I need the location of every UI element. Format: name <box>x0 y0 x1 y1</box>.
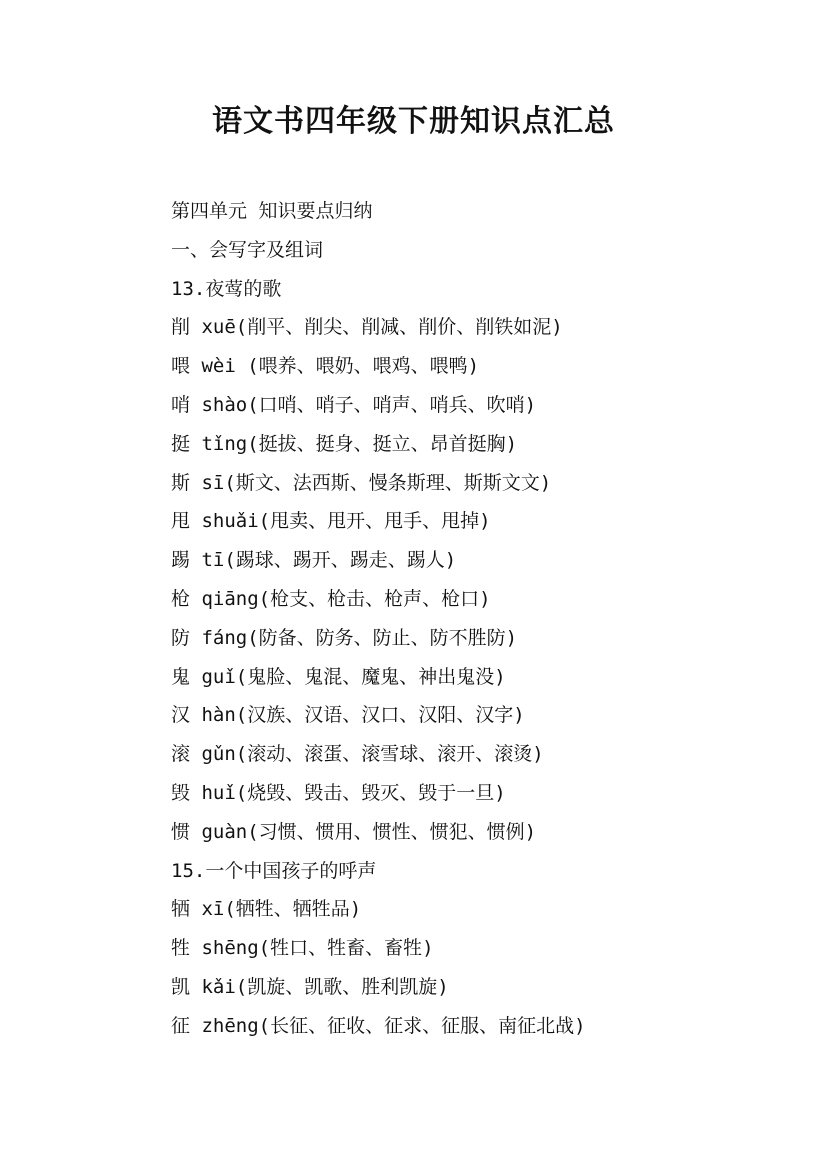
vocab-entry: 防 fáng(防备、防务、防止、防不胜防) <box>171 626 518 649</box>
lesson-heading: 15.一个中国孩子的呼声 <box>171 859 377 882</box>
vocab-entry: 牺 xī(牺牲、牺牲品) <box>171 898 362 921</box>
vocab-entry: 踢 tī(踢球、踢开、踢走、踢人) <box>171 549 457 572</box>
document-title: 语文书四年级下册知识点汇总 <box>212 104 615 139</box>
vocab-entry: 牲 shēng(牲口、牲畜、畜牲) <box>171 937 434 960</box>
vocab-entry: 惯 guàn(习惯、惯用、惯性、惯犯、惯例) <box>171 820 537 843</box>
vocab-entry: 挺 tǐng(挺拔、挺身、挺立、昂首挺胸) <box>171 432 518 455</box>
vocab-entry: 滚 gǔn(滚动、滚蛋、滚雪球、滚开、滚烫) <box>171 743 544 766</box>
vocab-entry: 汉 hàn(汉族、汉语、汉口、汉阳、汉字) <box>171 704 525 727</box>
section-heading: 第四单元 知识要点归纳 <box>171 200 373 222</box>
vocab-entry: 鬼 guǐ(鬼脸、鬼混、魔鬼、神出鬼没) <box>171 665 506 688</box>
vocab-entry: 甩 shuǎi(甩卖、甩开、甩手、甩掉) <box>171 510 491 533</box>
vocab-entry: 征 zhēng(长征、征收、征求、征服、南征北战) <box>171 1014 586 1037</box>
vocab-entry: 斯 sī(斯文、法西斯、慢条斯理、斯斯文文) <box>171 471 552 494</box>
subsection-heading: 一、会写字及组词 <box>171 238 324 261</box>
vocab-entry: 削 xuē(削平、削尖、削减、削价、削铁如泥) <box>171 316 563 339</box>
vocab-entry: 毁 huǐ(烧毁、毁击、毁灭、毁于一旦) <box>171 781 506 804</box>
vocab-entry: 凯 kǎi(凯旋、凯歌、胜利凯旋) <box>171 975 449 998</box>
vocab-entry: 枪 qiāng(枪支、枪击、枪声、枪口) <box>171 587 491 610</box>
lesson-heading: 13.夜莺的歌 <box>171 277 282 300</box>
vocab-entry: 喂 wèi (喂养、喂奶、喂鸡、喂鸭) <box>171 355 480 378</box>
vocab-entry: 哨 shào(口哨、哨子、哨声、哨兵、吹哨) <box>171 393 537 416</box>
document-body <box>171 192 791 1046</box>
